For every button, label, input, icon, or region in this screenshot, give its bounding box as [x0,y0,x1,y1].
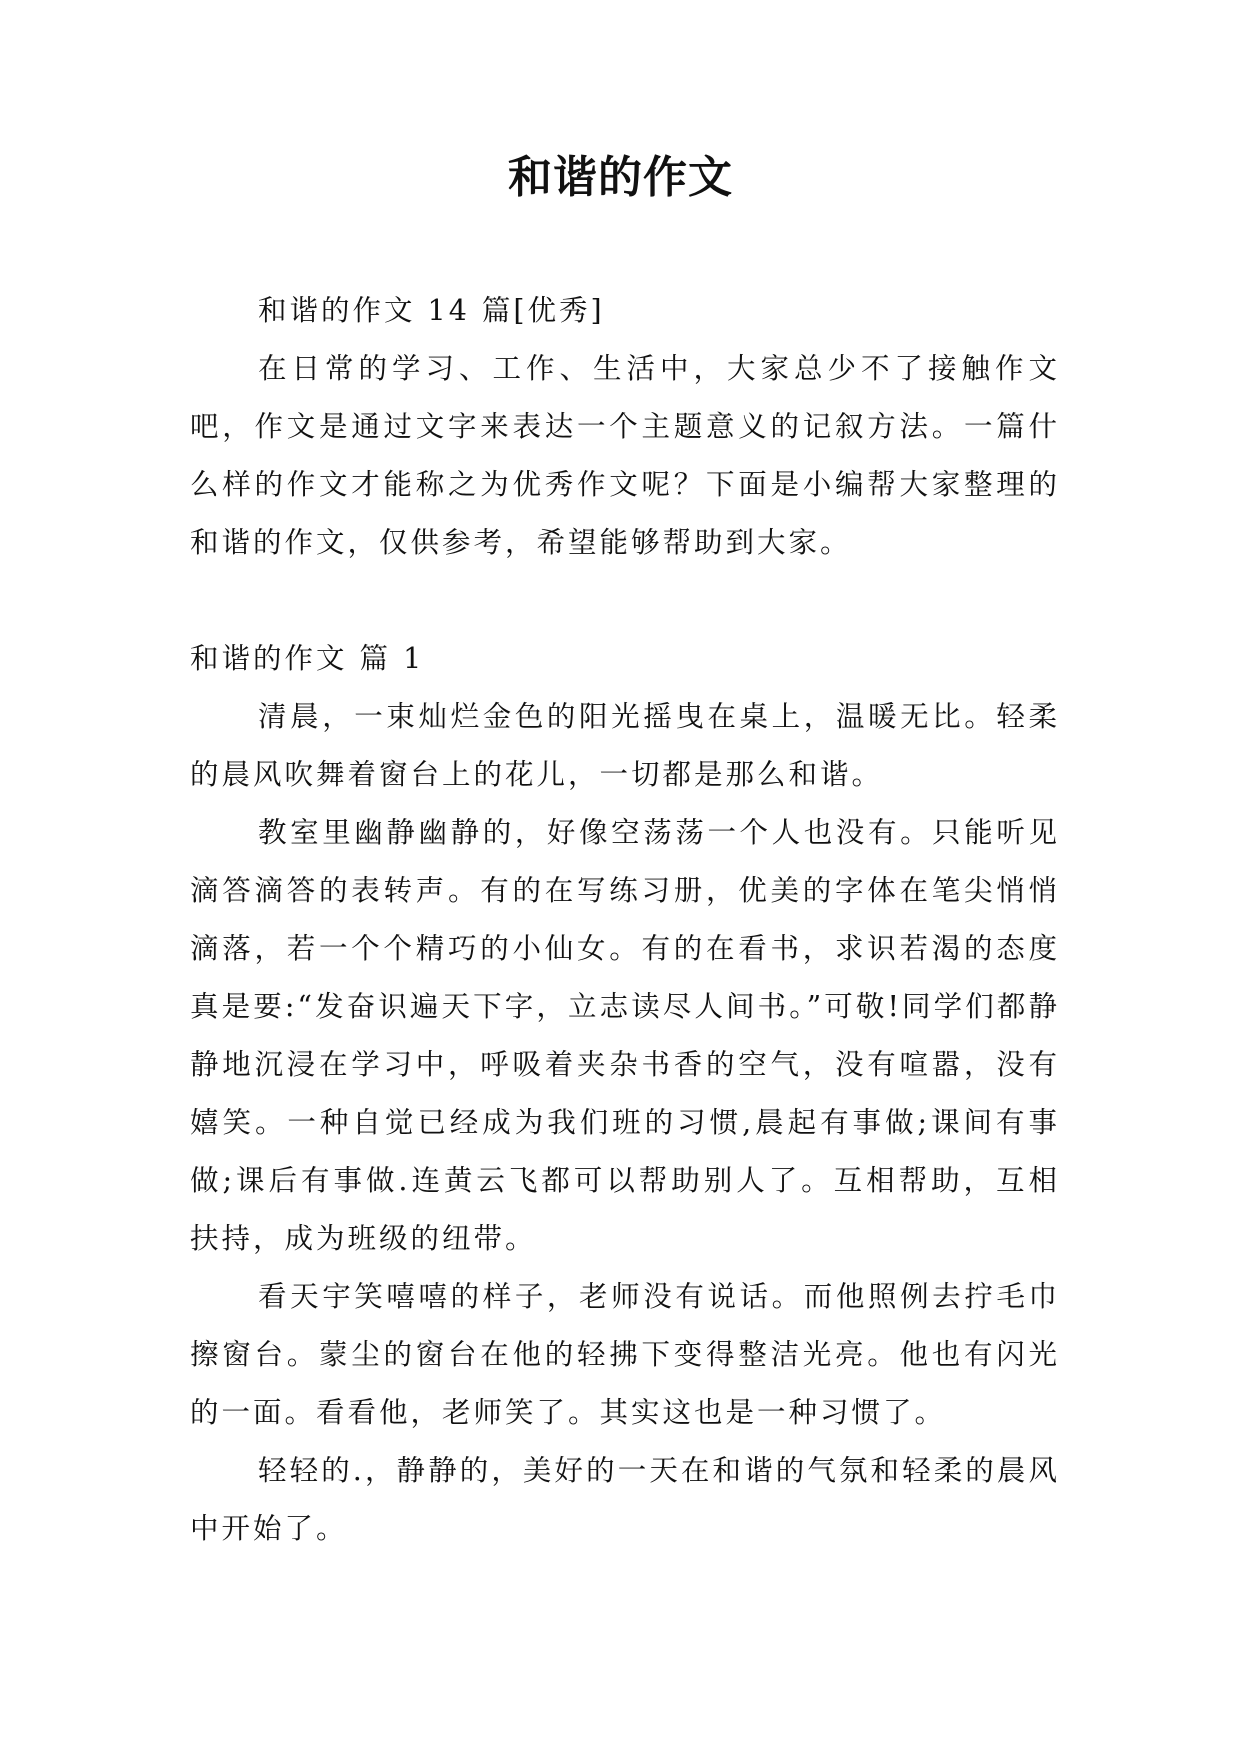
intro-paragraph: 在日常的学习、工作、生活中，大家总少不了接触作文吧，作文是通过文字来表达一个主题意义的记叙方法。一篇什么样的作文才能称之为优秀作文呢？下面是小编帮大家整理的和谐的作文，仅供参考，希望能够帮助到大家。 [190,352,1060,559]
body-paragraph: 教室里幽静幽静的，好像空荡荡一个人也没有。只能听见滴答滴答的表转声。有的在写练习册，优美的字体在笔尖悄悄滴落，若一个个精巧的小仙女。有的在看书，求识若渴的态度真是要:“发奋识遍天下字，立志读尽人间书。”可敬!同学们都静静地沉浸在学习中，呼吸着夹杂书香的空气，没有喧嚣，没有嬉笑。一种自觉已经成为我们班的习惯,晨起有事做;课间有事做;课后有事做.连黄云飞都可以帮助别人了。互相帮助，互相扶持，成为班级的纽带。 [190,816,1060,1255]
body-paragraph: 清晨，一束灿烂金色的阳光摇曳在桌上，温暖无比。轻柔的晨风吹舞着窗台上的花儿，一切都是那么和谐。 [190,700,1060,791]
body-paragraph: 看天宇笑嘻嘻的样子，老师没有说话。而他照例去拧毛巾擦窗台。蒙尘的窗台在他的轻拂下变得整洁光亮。他也有闪光的一面。看看他，老师笑了。其实这也是一种习惯了。 [190,1280,1060,1429]
document-subtitle: 和谐的作文 14 篇[优秀] [258,294,605,327]
section-heading: 和谐的作文 篇 1 [190,642,425,675]
document-title: 和谐的作文 [508,152,733,203]
document-body [190,282,1060,1558]
body-paragraph: 轻轻的.，静静的，美好的一天在和谐的气氛和轻柔的晨风中开始了。 [190,1454,1060,1545]
